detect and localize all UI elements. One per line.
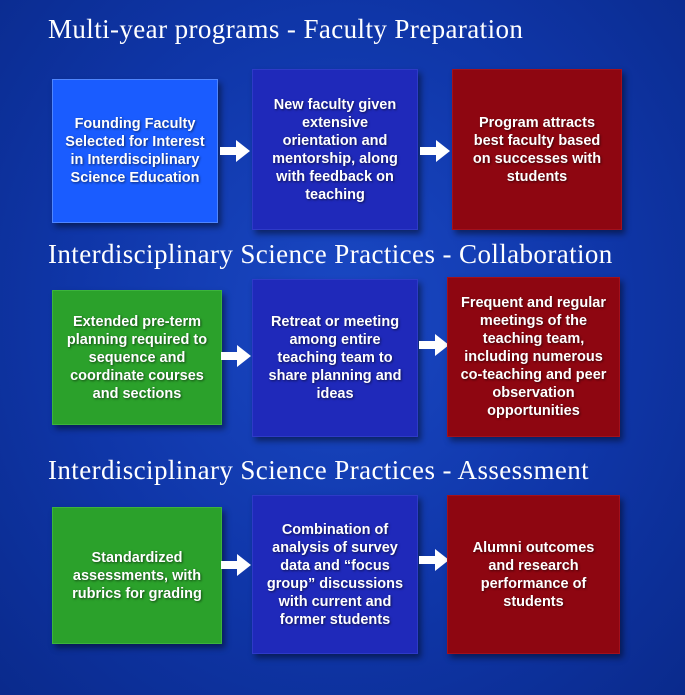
box-founding-faculty: Founding Faculty Selected for Interest in Interdisciplinary Science Education — [52, 79, 218, 223]
arrow-right-icon — [221, 553, 251, 577]
arrow-right-icon — [419, 333, 449, 357]
section-3-heading: Interdisciplinary Science Practices - Assessment — [48, 455, 590, 485]
box-pre-term-planning: Extended pre-term planning required to sequence and coordinate courses and sections — [52, 290, 222, 425]
arrow-right-icon — [420, 139, 450, 163]
box-program-attracts-faculty: Program attracts best faculty based on successes with students — [452, 69, 622, 230]
box-frequent-meetings: Frequent and regular meetings of the teaching team, including numerous co-teaching and peer observation opportunities — [447, 277, 620, 437]
arrow-right-icon — [221, 344, 251, 368]
arrow-right-icon — [419, 548, 449, 572]
box-standardized-assessments: Standardized assessments, with rubrics for grading — [52, 507, 222, 644]
box-survey-focus-group: Combination of analysis of survey data and “focus group” discussions with current and former students — [252, 495, 418, 654]
section-1-heading: Multi-year programs - Faculty Preparation — [48, 14, 524, 44]
section-2-heading: Interdisciplinary Science Practices - Collaboration — [48, 239, 613, 269]
arrow-right-icon — [220, 139, 250, 163]
box-alumni-outcomes: Alumni outcomes and research performance of students — [447, 495, 620, 654]
box-retreat-meeting: Retreat or meeting among entire teaching team to share planning and ideas — [252, 279, 418, 437]
box-new-faculty-orientation: New faculty given extensive orientation and mentorship, along with feedback on teaching — [252, 69, 418, 230]
